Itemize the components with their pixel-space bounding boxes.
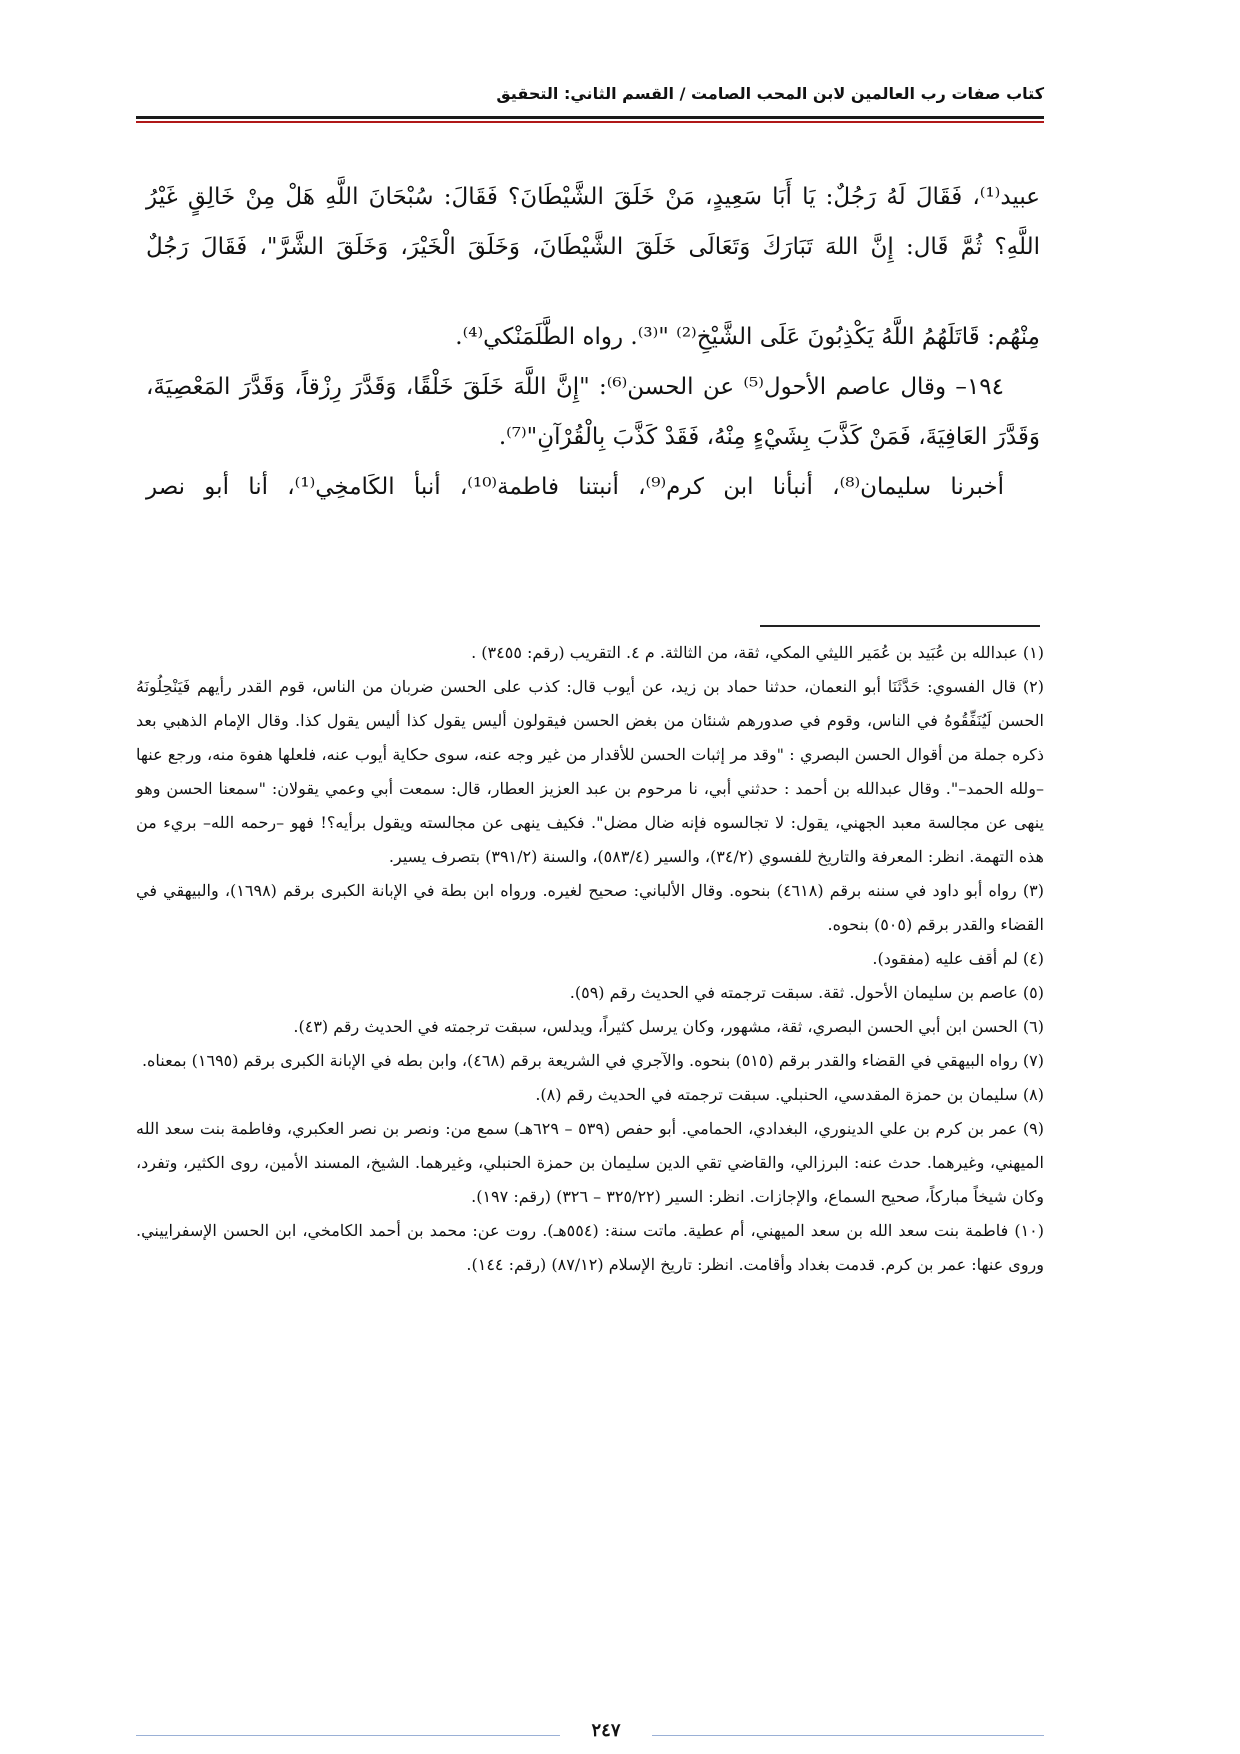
running-header: كتاب صفات رب العالمين لابن المحب الصامت / القسم الثاني: التحقيق [496,84,1044,103]
footnote-6: (٦) الحسن ابن أبي الحسن البصري، ثقة، مشهور، وكان يرسل كثيراً، ويدلس، سبقت ترجمته في الحديث رقم (٤٣). [293,1017,1044,1036]
footnotes [136,636,1044,1282]
footnote-8: (٨) سليمان بن حمزة المقدسي، الحنبلي. سبقت ترجمته في الحديث رقم (٨). [535,1085,1044,1104]
footer-rule [136,1735,560,1736]
hadith-194: ١٩٤– وقال عاصم الأحول⁽⁵⁾ عن الحسن⁽⁶⁾: "إِنَّ اللَّهَ خَلَقَ خَلْقًا، وَقَدَّرَ رِزْقاً، وَقَدَّرَ المَعْصِيَةَ، وَقَدَّرَ العَافِيَةَ، فَمَنْ كَذَّبَ بِشَيْءٍ مِنْهُ، فَقَدْ كَذَّبَ بِالْقُرْآنِ"⁽⁷⁾. [146,374,1040,450]
footnote-5: (٥) عاصم بن سليمان الأحول. ثقة. سبقت ترجمته في الحديث رقم (٥٩). [569,983,1044,1002]
footnote-1: (١) عبدالله بن عُبَيد بن عُمَير الليثي المكي، ثقة، من الثالثة. م ٤. التقريب (رقم: ٣٤٥٥) . [471,643,1044,662]
footer-rule [652,1735,1044,1736]
main-paragraph: عبيد⁽¹⁾، فَقَالَ لَهُ رَجُلٌ: يَا أَبَا سَعِيدٍ، مَنْ خَلَقَ الشَّيْطَانَ؟ فَقَالَ: سُبْحَانَ اللَّهِ هَلْ مِنْ خَالِقٍ غَيْرُ اللَّهِ؟ ثُمَّ قَال: إِنَّ اللهَ تَبَارَكَ وَتَعَالَى خَلَقَ الشَّيْطَانَ، وَخَلَقَ الْخَيْرَ، وَخَلَقَ الشَّرَّ"، فَقَالَ رَجُلٌ [146,184,1041,260]
footnote-10: (١٠) فاطمة بنت سعد الله بن سعد الميهني، أم عطية. ماتت سنة: (٥٥٤هـ). روت عن: محمد بن أحمد الكامخي، ابن الحسن الإسفراييني. وروى عنها: عمر بن كرم. قدمت بغداد وأقامت. انظر: تاريخ الإسلام (٨٧/١٢) (رقم: ١٤٤). [136,1221,1044,1274]
footnote-separator [760,625,1040,627]
footnote-7: (٧) رواه البيهقي في القضاء والقدر برقم (٥١٥) بنحوه. والآجري في الشريعة برقم (٤٦٨)، وابن بطه في الإبانة الكبرى برقم (١٦٩٥) بمعناه. [141,1051,1044,1070]
header-rule [136,116,1044,119]
footnote-9: (٩) عمر بن كرم بن علي الدينوري، البغدادي، الحمامي. أبو حفص (٥٣٩ – ٦٢٩هـ) سمع من: ونصر بن نصر العكبري، وفاطمة بنت سعد الله الميهني، وغيرهما. حدث عنه: البرزالي، والقاضي تقي الدين سليمان بن حمزة الحنبلي، وغيرهما. الشيخ، المسند الأمين، روى الكثير، وتفرد، وكان شيخاً مباركاً، صحيح السماع، والإجازات. انظر: السير (٣٢٥/٢٢ – ٣٢٦) (رقم: ١٩٧). [136,1119,1045,1206]
main-text [146,172,1040,512]
main-paragraph: مِنْهُم: قَاتَلَهُمُ اللَّهُ يَكْذِبُونَ عَلَى الشَّيْخِ⁽²⁾ "⁽³⁾. رواه الطَّلَمَنْكي⁽⁴⁾. [455,324,1040,350]
footnote-2: (٢) قال الفسوي: حَدَّثَنَا أبو النعمان، حدثنا حماد بن زيد، عن أيوب قال: كذب على الحسن ضربان من الناس، قوم القدر رأيهم فَيَنْحِلُونَهُ الحسن لَيُنَفِّقُوهُ في الناس، وقوم في صدورهم شنئان من بغض الحسن فيقولون أليس يقول كذا أليس يقول كذا. وقال الإمام الذهبي بعد ذكره جملة من أقوال الحسن البصري : "وقد مر إثبات الحسن للأقدار من غير وجه عنه، سوى حكاية أيوب عنه، فلعلها هفوة منه، ورجع عنها –ولله الحمد–". وقال عبدالله بن أحمد : حدثني أبي، نا مرحوم بن عبد العزيز العطار، قال: سمعت أبي وعمي يقولان: "سمعنا الحسن وهو ينهى عن مجالسة معبد الجهني، يقول: لا تجالسوه فإنه ضال مضل". فكيف ينهى عن مجالسته ويقول برأيه؟! فهو –رحمه الله– بريء من هذه التهمة. انظر: المعرفة والتاريخ للفسوي (٣٤/٢)، والسير (٥٨٣/٤)، والسنة (٣٩١/٢) بتصرف يسير. [136,677,1045,866]
page-number: ٢٤٧ [591,1720,621,1741]
footnote-4: (٤) لم أقف عليه (مفقود). [872,949,1044,968]
footnote-3: (٣) رواه أبو داود في سننه برقم (٤٦١٨) بنحوه. وقال الألباني: صحيح لغيره. ورواه ابن بطة في الإبانة الكبرى برقم (١٦٩٨)، والبيهقي في القضاء والقدر برقم (٥٠٥) بنحوه. [136,881,1045,934]
header-accent-rule [136,121,1044,123]
isnad-paragraph: أخبرنا سليمان⁽⁸⁾، أنبأنا ابن كرم⁽⁹⁾، أنبتنا فاطمة⁽¹⁰⁾، أنبأ الكَامخِي⁽¹⁾، أنا أبو نصر [146,474,1005,500]
paragraph-gap [146,272,1040,312]
